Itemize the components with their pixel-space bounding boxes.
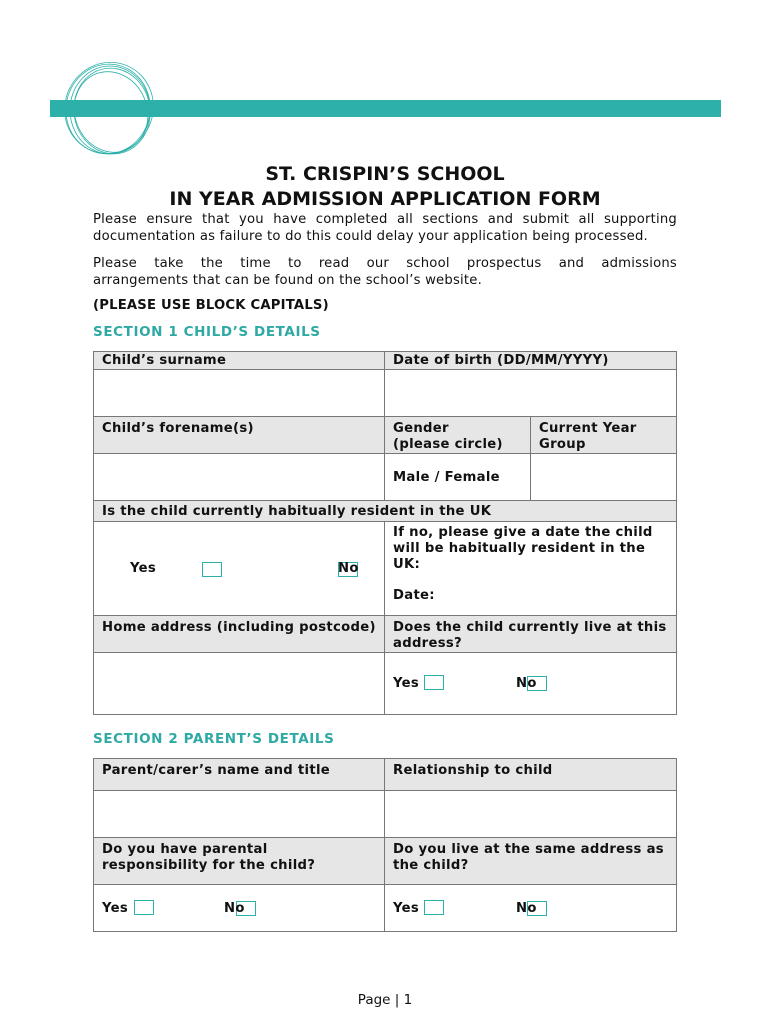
responsibility-question: Do you have parental responsibility for the child? — [94, 838, 385, 885]
resident-yes-checkbox[interactable] — [202, 562, 222, 577]
live-no-option[interactable] — [516, 676, 551, 692]
same-address-no-label: No — [516, 901, 537, 916]
same-address-yes-label: Yes — [393, 901, 420, 916]
responsibility-no-option[interactable] — [224, 901, 260, 917]
parent-details-table — [93, 758, 677, 932]
intro-paragraph-2 — [93, 255, 677, 289]
gender-options[interactable]: Male / Female — [385, 454, 531, 501]
intro-paragraph-1-line-1: Please ensure that you have completed all sections and submit all supporting — [93, 212, 677, 227]
relationship-field[interactable] — [385, 791, 677, 838]
dob-label: Date of birth (DD/MM/YYYY) — [385, 352, 677, 370]
responsibility-yes-checkbox[interactable] — [134, 900, 154, 915]
parent-name-label: Parent/carer’s name and title — [94, 759, 385, 791]
forename-field[interactable] — [94, 454, 385, 501]
same-address-answer-cell — [385, 885, 677, 932]
dob-field[interactable] — [385, 370, 677, 417]
form-title: IN YEAR ADMISSION APPLICATION FORM — [169, 188, 601, 210]
same-address-yes-checkbox[interactable] — [424, 900, 444, 915]
if-no-cell — [385, 522, 677, 616]
intro-paragraph-1-line-2: documentation as failure to do this could delay your application being processed. — [93, 229, 648, 244]
gender-label-line-2: (please circle) — [393, 437, 503, 452]
child-details-table — [93, 351, 677, 715]
header-band — [50, 100, 721, 117]
surname-label: Child’s surname — [94, 352, 385, 370]
forename-label: Child’s forename(s) — [94, 417, 385, 454]
parent-name-field[interactable] — [94, 791, 385, 838]
year-group-field[interactable] — [531, 454, 677, 501]
resident-no-option[interactable] — [338, 562, 360, 577]
intro-paragraph-2-line-2: arrangements that can be found on the school’s website. — [93, 273, 482, 288]
live-yes-label: Yes — [393, 676, 420, 691]
section-2-title: SECTION 2 PARENT’S DETAILS — [93, 731, 335, 747]
block-capitals-note: (PLEASE USE BLOCK CAPITALS) — [93, 298, 329, 313]
intro-paragraph-1 — [93, 211, 677, 245]
responsibility-yes-label: Yes — [102, 901, 129, 916]
address-label: Home address (including postcode) — [94, 616, 385, 653]
gender-label-line-1: Gender — [393, 421, 449, 436]
resident-no-label: No — [338, 561, 359, 576]
responsibility-answer-cell — [94, 885, 385, 932]
resident-answer-cell — [94, 522, 385, 616]
same-address-no-option[interactable] — [516, 901, 551, 917]
year-group-label-line-2: Group — [539, 437, 586, 452]
gender-label — [385, 417, 531, 454]
section-1-title: SECTION 1 CHILD’S DETAILS — [93, 324, 321, 340]
relationship-label: Relationship to child — [385, 759, 677, 791]
live-no-label: No — [516, 676, 537, 691]
address-field[interactable] — [94, 653, 385, 715]
school-name: ST. CRISPIN’S SCHOOL — [265, 163, 505, 185]
same-address-question: Do you live at the same address as the child? — [385, 838, 677, 885]
live-question: Does the child currently live at this address? — [385, 616, 677, 653]
surname-field[interactable] — [94, 370, 385, 417]
year-group-label-line-1: Current Year — [539, 421, 637, 436]
live-answer-cell — [385, 653, 677, 715]
year-group-label — [531, 417, 677, 454]
if-no-text: If no, please give a date the child will be habitually resident in the UK: — [393, 525, 653, 572]
resident-yes-label: Yes — [130, 561, 157, 576]
resident-question: Is the child currently habitually resident in the UK — [94, 501, 677, 522]
page-number: Page | 1 — [357, 992, 413, 1008]
intro-paragraph-2-line-1: Please take the time to read our school prospectus and admissions — [93, 256, 677, 271]
live-yes-checkbox[interactable] — [424, 675, 444, 690]
responsibility-no-label: No — [224, 901, 245, 916]
date-label[interactable]: Date: — [393, 588, 435, 603]
